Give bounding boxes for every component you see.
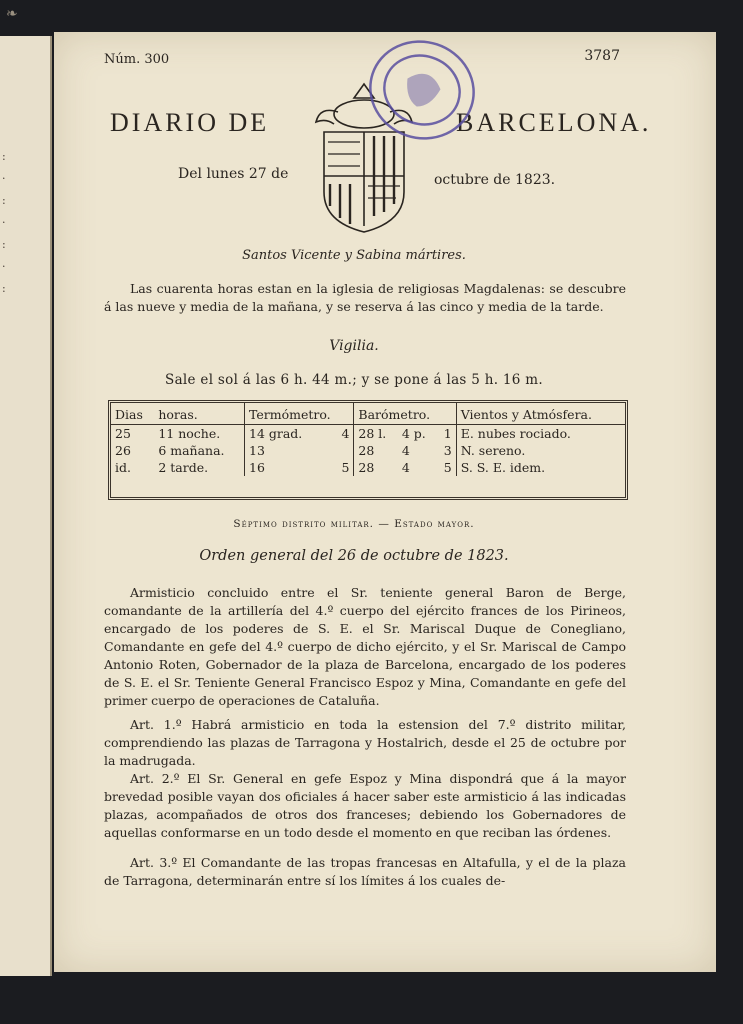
left-page-marks: : · : · : · :	[2, 150, 6, 295]
article-1: Art. 1.º Habrá armisticio en toda la estension del 7.º distrito militar, comprendiendo las plazas de Tarragona y Hostalrich, desde el 25 de octubre por la madrugada.	[104, 717, 626, 768]
library-stamp-icon	[364, 32, 480, 148]
cell: 25	[115, 426, 131, 441]
newspaper-page	[54, 32, 716, 972]
article-3: Art. 3.º El Comandante de las tropas francesas en Altafulla, y el de la plaza de Tarragona, determinarán entre sí los límites á los cuales de-	[104, 855, 626, 888]
weather-table	[108, 400, 628, 500]
cell: 28 l.	[354, 425, 398, 443]
cell: 5	[443, 460, 452, 475]
col-termometro: Termómetro.	[245, 403, 354, 425]
cell: 26	[115, 443, 131, 458]
col-horas: horas.	[154, 403, 244, 425]
armisticio-paragraph: Armisticio concluido entre el Sr. teniente general Baron de Berge, comandante de la artillería del 4.º cuerpo del ejército frances de los Pirineos, encargado de los poderes de S. E. el Sr. Mariscal Duque de Conegliano, Comandante en gefe del 4.º cuerpo de dicho ejército, y el Sr. Mariscal de Campo Antonio Roten, Gobernador de la plaza de Barcelona, encargado de los poderes de S. E. el Sr. Teniente General Francisco Espoz y Mina, Comandante en gefe del primer cuerpo de operaciones de Cataluña.	[104, 585, 626, 708]
cell: 4	[341, 426, 350, 441]
cell: 4	[401, 460, 410, 475]
cell: 4	[401, 443, 410, 458]
cell: 3	[443, 443, 452, 458]
left-page-edge	[0, 36, 52, 976]
section-heading: Séptimo distrito militar. — Estado mayor.	[233, 518, 475, 530]
date-left: Del lunes 27 de	[178, 166, 289, 182]
cell: S. S. E. idem.	[456, 459, 625, 476]
cell: 16	[245, 459, 331, 476]
date-right: octubre de 1823.	[434, 172, 556, 188]
cell: 13	[245, 442, 331, 459]
page-number: 3787	[584, 48, 620, 64]
cell: 6 mañana.	[158, 443, 225, 458]
cell: 28	[354, 442, 398, 459]
vigilia-line: Vigilia.	[329, 338, 379, 354]
article-2: Art. 2.º El Sr. General en gefe Espoz y Mina dispondrá que á la mayor brevedad posible vayan dos oficiales á hacer saber este armisticio á las indicadas plazas, acompañados de otros dos franceses; debiendo los Gobernadores de aquellas conformarse en un todo desde el momento en que reciban las órdenes.	[104, 771, 626, 840]
col-vientos: Vientos y Atmósfera.	[456, 403, 625, 425]
title-left: DIARIO DE	[110, 108, 270, 137]
cell: 28	[354, 459, 398, 476]
cell: E. nubes rociado.	[456, 425, 625, 443]
table-row	[111, 425, 625, 443]
cell: 1	[443, 426, 452, 441]
orden-title: Orden general del 26 de octubre de 1823.	[199, 548, 509, 564]
cell: 5	[341, 460, 350, 475]
cell: id.	[115, 460, 131, 475]
table-row	[111, 442, 625, 459]
issue-number: Núm. 300	[104, 52, 170, 67]
col-barometro: Barómetro.	[354, 403, 456, 425]
cell: 14 grad.	[245, 425, 331, 443]
corner-ornament-icon: ❧	[6, 6, 18, 22]
cell: 2 tarde.	[158, 460, 209, 475]
col-dias: Dias	[111, 403, 154, 425]
saints-line: Santos Vicente y Sabina mártires.	[242, 248, 466, 263]
sunrise-line: Sale el sol á las 6 h. 44 m.; y se pone á las 5 h. 16 m.	[165, 372, 543, 388]
table-row	[111, 459, 625, 476]
forty-hours-paragraph: Las cuarenta horas estan en la iglesia de religiosas Magdalenas: se descubre á las nueve y media de la mañana, y se reserva á las cinco y media de la tarde.	[104, 281, 626, 314]
cell: 11 noche.	[158, 426, 221, 441]
title-right: BARCELONA.	[456, 108, 652, 137]
cell: N. sereno.	[456, 442, 625, 459]
cell	[331, 442, 354, 459]
cell: 4 p.	[401, 426, 426, 441]
